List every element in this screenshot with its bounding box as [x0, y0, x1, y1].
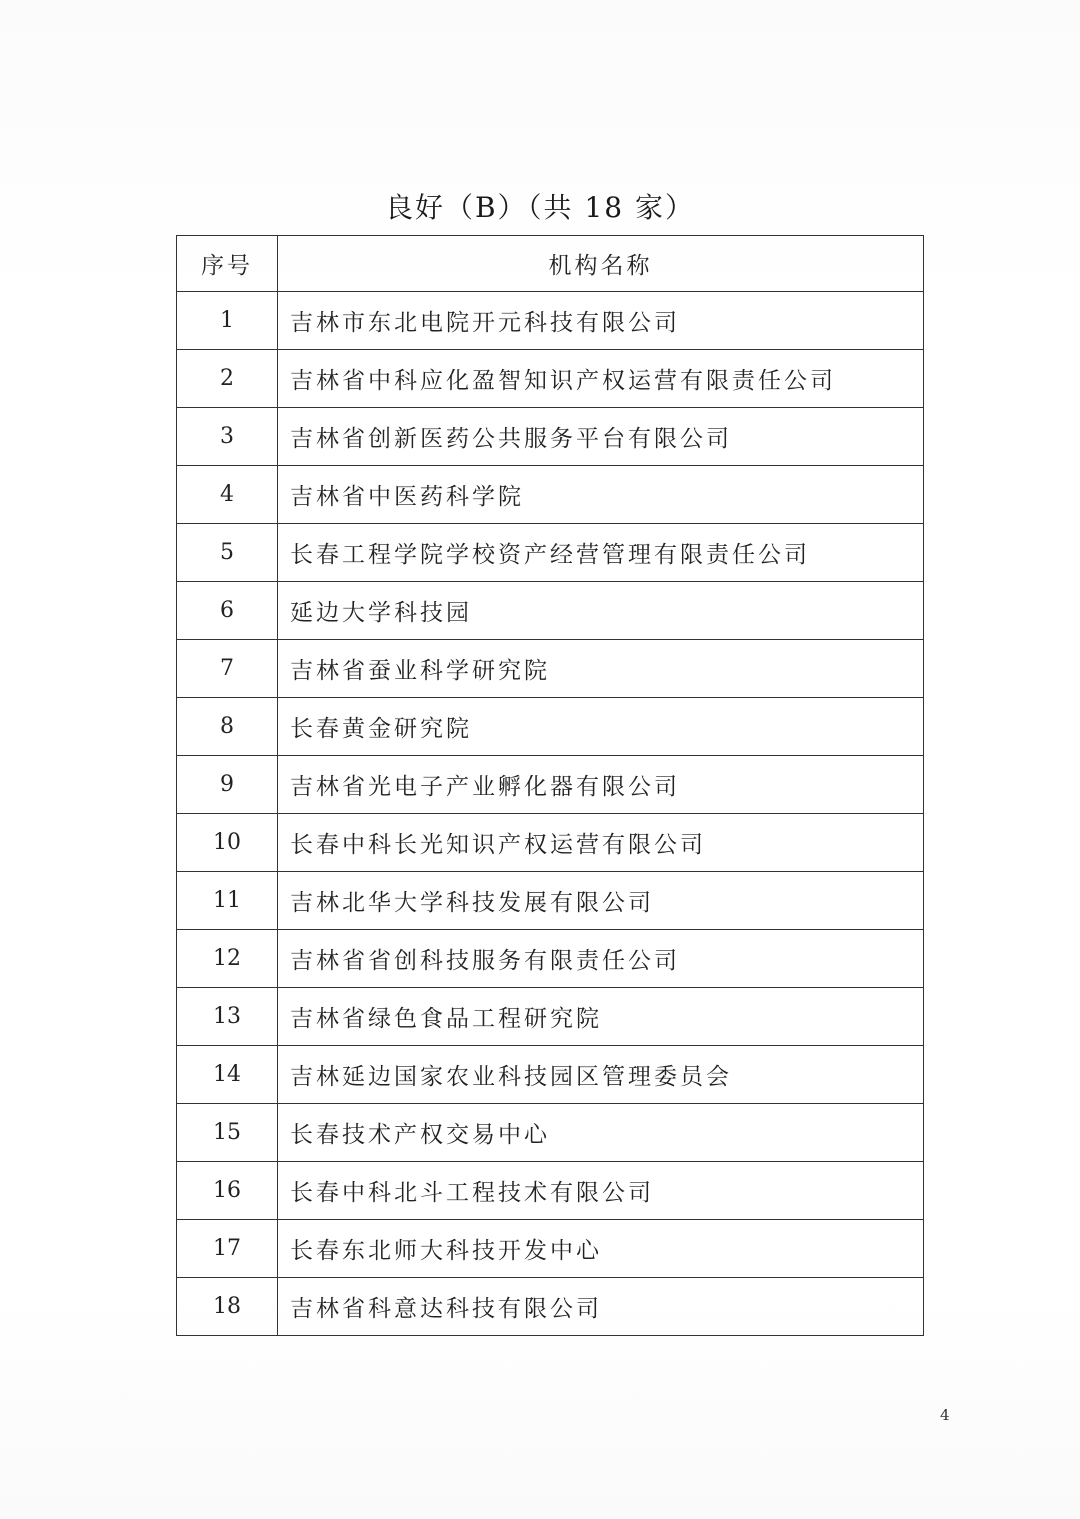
table-row [177, 1104, 924, 1162]
table-row [177, 930, 924, 988]
header-index: 序号 [177, 236, 278, 292]
row-index: 3 [177, 408, 278, 466]
row-institution-name: 吉林省蚕业科学研究院 [278, 640, 924, 698]
table-row [177, 1220, 924, 1278]
row-index: 18 [177, 1278, 278, 1336]
row-index: 9 [177, 756, 278, 814]
row-institution-name: 长春黄金研究院 [278, 698, 924, 756]
table-row [177, 872, 924, 930]
table-row [177, 1046, 924, 1104]
table-row [177, 814, 924, 872]
header-name: 机构名称 [278, 236, 924, 292]
row-institution-name: 吉林省中科应化盈智知识产权运营有限责任公司 [278, 350, 924, 408]
row-index: 17 [177, 1220, 278, 1278]
row-institution-name: 长春中科长光知识产权运营有限公司 [278, 814, 924, 872]
table-row [177, 350, 924, 408]
row-index: 8 [177, 698, 278, 756]
row-institution-name: 吉林市东北电院开元科技有限公司 [278, 292, 924, 350]
row-institution-name: 长春东北师大科技开发中心 [278, 1220, 924, 1278]
row-index: 16 [177, 1162, 278, 1220]
table-row [177, 466, 924, 524]
row-index: 2 [177, 350, 278, 408]
table-row [177, 988, 924, 1046]
row-institution-name: 吉林省省创科技服务有限责任公司 [278, 930, 924, 988]
row-index: 1 [177, 292, 278, 350]
institution-table [176, 235, 924, 1336]
page-title: 良好（B）（共 18 家） [384, 191, 695, 224]
row-institution-name: 吉林省绿色食品工程研究院 [278, 988, 924, 1046]
row-index: 5 [177, 524, 278, 582]
row-index: 4 [177, 466, 278, 524]
row-institution-name: 吉林省光电子产业孵化器有限公司 [278, 756, 924, 814]
table-row [177, 292, 924, 350]
row-institution-name: 吉林延边国家农业科技园区管理委员会 [278, 1046, 924, 1104]
table-row [177, 640, 924, 698]
row-institution-name: 长春技术产权交易中心 [278, 1104, 924, 1162]
row-institution-name: 长春工程学院学校资产经营管理有限责任公司 [278, 524, 924, 582]
table-row [177, 756, 924, 814]
row-index: 12 [177, 930, 278, 988]
row-institution-name: 吉林省中医药科学院 [278, 466, 924, 524]
table-row [177, 1278, 924, 1336]
row-index: 10 [177, 814, 278, 872]
table-row [177, 524, 924, 582]
table-row [177, 1162, 924, 1220]
row-institution-name: 延边大学科技园 [278, 582, 924, 640]
table-row [177, 408, 924, 466]
page-number: 4 [940, 1406, 950, 1424]
table-row [177, 582, 924, 640]
row-institution-name: 吉林北华大学科技发展有限公司 [278, 872, 924, 930]
row-index: 7 [177, 640, 278, 698]
row-index: 13 [177, 988, 278, 1046]
row-institution-name: 吉林省创新医药公共服务平台有限公司 [278, 408, 924, 466]
row-index: 6 [177, 582, 278, 640]
table-header-row [177, 236, 924, 292]
table-row [177, 698, 924, 756]
row-index: 11 [177, 872, 278, 930]
row-institution-name: 吉林省科意达科技有限公司 [278, 1278, 924, 1336]
row-index: 14 [177, 1046, 278, 1104]
row-institution-name: 长春中科北斗工程技术有限公司 [278, 1162, 924, 1220]
row-index: 15 [177, 1104, 278, 1162]
